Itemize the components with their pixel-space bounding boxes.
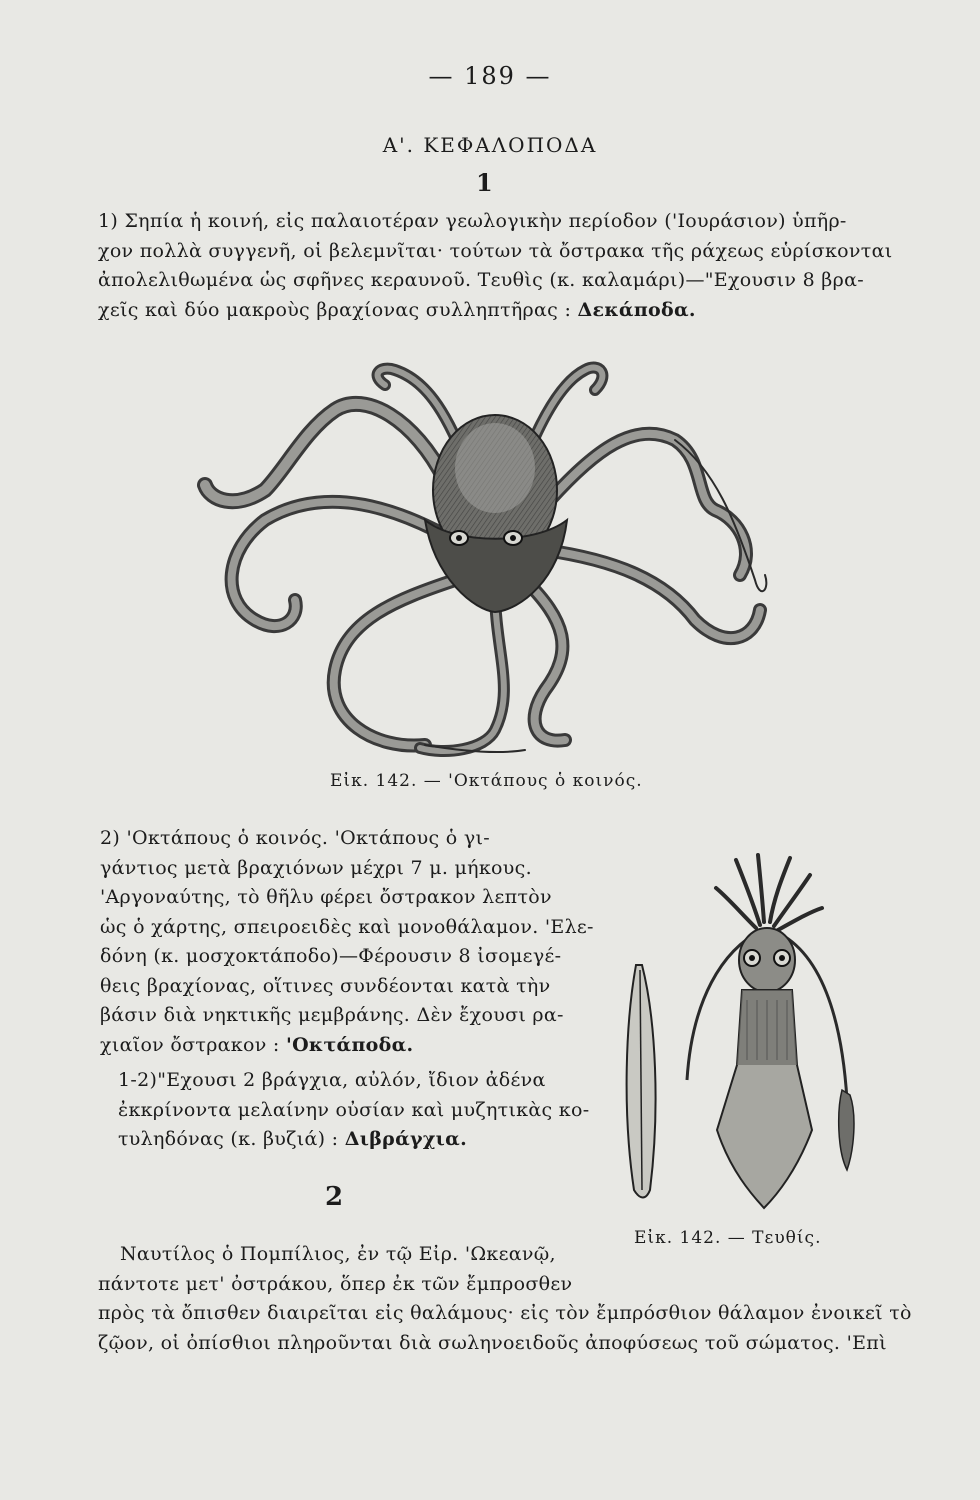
text-line: δόνη (κ. μοσχοκτάποδο)—Φέρουσιν 8 ἰσομεγέ- — [100, 945, 562, 967]
text-line-body: χεῖς καὶ δύο μακροὺς βραχίονας συλληπτῆρας : — [98, 298, 572, 321]
text-line — [100, 1031, 570, 1061]
text-line: 1-2)"Εχουσι 2 βράγχια, αὐλόν, ἴδιον ἀδένα — [118, 1069, 546, 1091]
text-line: 2) 'Οκτάπους ὁ κοινός. 'Οκτάπους ὁ γι- — [100, 827, 490, 849]
text-line: Ναυτίλος ὁ Πομπίλιος, ἐν τῷ Εἰρ. 'Ωκεανῷ, — [120, 1243, 556, 1265]
text-line: γάντιος μετὰ βραχιόνων μέχρι 7 μ. μήκους. — [100, 856, 532, 879]
page-number: — 189 — — [428, 62, 552, 90]
text-line: ὡς ὁ χάρτης, σπειροειδὲς καὶ μονοθάλαμον. 'Ελε- — [100, 915, 594, 938]
paragraph-dibranchia — [118, 1066, 590, 1155]
chapter-title: Α'. ΚΕΦΑΛΟΠΟΔΑ — [382, 133, 598, 157]
text-line: ἀπολελιθωμένα ὡς σφῆνες κεραυνοῦ. Τευθὶς (κ. καλαμάρι)—"Εχουσιν 8 βρα- — [98, 269, 864, 291]
text-line-body: χιαῖον ὄστρακον : — [100, 1033, 280, 1056]
paragraph-octopus — [100, 824, 594, 1060]
paragraph-nautilus — [98, 1240, 912, 1358]
text-line: χον πολλὰ συγγενῆ, οἱ βελεμνῖται· τούτων τὰ ὄστρακα τῆς ράχεως εὑρίσκονται — [98, 239, 893, 262]
section-marker-1: 1 — [476, 168, 493, 197]
term-dibranchia: Διβράγχια. — [344, 1128, 467, 1150]
text-line — [98, 296, 878, 326]
text-line: βάσιν διὰ νηκτικῆς μεμβράνης. Δὲν ἔχουσι ρα- — [100, 1004, 564, 1026]
term-decapoda: Δεκάποδα. — [577, 298, 696, 321]
figure-caption-octopus: Εἰκ. 142. — 'Οκτάπους ὁ κοινός. — [330, 771, 643, 791]
text-line — [118, 1125, 570, 1155]
text-line: θεις βραχίονας, οἵτινες συνδέονται κατὰ τὴν — [100, 974, 551, 997]
text-line: πάντοτε μετ' ὀστράκου, ὅπερ ἐκ τῶν ἔμπροσθεν — [98, 1272, 573, 1295]
figure-caption-squid: Εἰκ. 142. — Τευθίς. — [634, 1228, 822, 1248]
text-line: ἐκκρίνοντα μελαίνην οὐσίαν καὶ μυζητικὰς κο- — [118, 1098, 590, 1121]
text-line: ζῷον, οἱ ὀπίσθιοι πληροῦνται διὰ σωληνοειδοῦς ἀποφύσεως τοῦ σώματος. 'Επὶ — [98, 1331, 887, 1354]
squid-icon — [612, 850, 872, 1220]
section-marker-2: 2 — [325, 1182, 344, 1212]
text-line: πρὸς τὰ ὄπισθεν διαιρεῖται εἰς θαλάμους· εἰς τὸν ἔμπρόσθιον θάλαμον ἐνοικεῖ τὸ — [98, 1302, 912, 1324]
octopus-icon — [195, 350, 785, 760]
term-octopoda: 'Οκτάποδα. — [285, 1033, 414, 1056]
text-line-body: τυληδόνας (κ. βυζιά) : — [118, 1128, 339, 1150]
text-line: 'Αργοναύτης, τὸ θῆλυ φέρει ὄστρακον λεπτὸν — [100, 886, 552, 908]
text-line: 1) Σηπία ἡ κοινή, εἰς παλαιοτέραν γεωλογικὴν περίοδον ('Ιουράσιον) ὑπῆρ- — [98, 210, 847, 232]
paragraph-cephalopods-intro — [98, 207, 893, 325]
